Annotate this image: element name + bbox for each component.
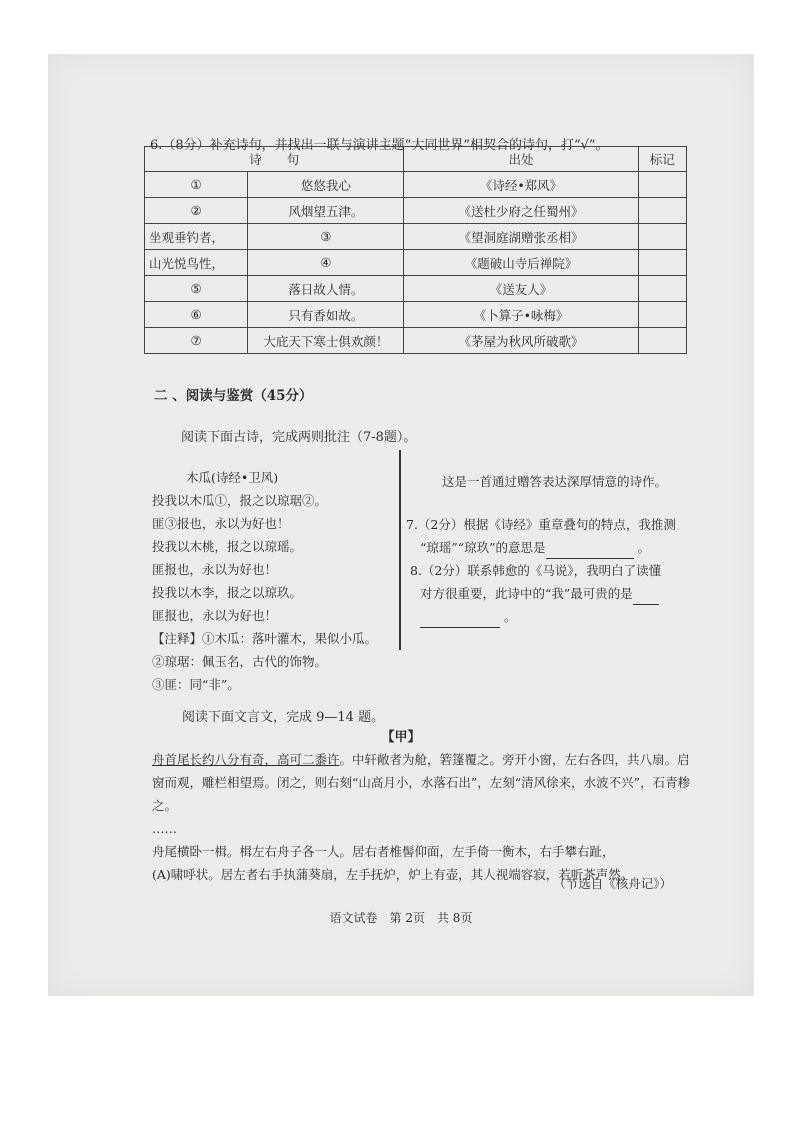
- classical-passage: [152, 748, 700, 886]
- table-row: [145, 302, 687, 328]
- table-cell: 《卜算子•咏梅》: [404, 302, 638, 328]
- header-source: 出处: [404, 147, 638, 172]
- table-row: [145, 276, 687, 302]
- passage-paragraph-1: [152, 748, 700, 817]
- exam-page: [48, 54, 754, 996]
- table-row: [145, 172, 687, 198]
- poem-title: 木瓜(诗经•卫风): [186, 470, 279, 485]
- underlined-sentence: 舟首尾长约八分有奇，高可二黍许: [152, 752, 340, 767]
- table-cell: 《题破山寺后禅院》: [404, 250, 638, 276]
- passage-paragraph-2-cont: (A)啸呼状。居左者右手执蒲葵扇，左手抚炉，炉上有壶，其人视端容寂，若听茶声然。: [152, 867, 634, 882]
- poem-line: 匪报也，永以为好也！: [152, 608, 278, 623]
- table-cell: 风烟望五津。: [248, 198, 404, 224]
- table-cell: ⑦: [145, 328, 248, 354]
- table-cell: ②: [145, 198, 248, 224]
- question-8-line2: [406, 582, 676, 605]
- poem-line: 匪报也，永以为好也！: [152, 562, 278, 577]
- table-cell: ①: [145, 172, 248, 198]
- table-cell: ③: [248, 224, 404, 250]
- table-cell: 《送友人》: [404, 276, 638, 302]
- table-cell: 《诗经•郑风》: [404, 172, 638, 198]
- mark-cell[interactable]: [638, 302, 686, 328]
- mark-cell[interactable]: [638, 276, 686, 302]
- annotation-block: [406, 470, 676, 628]
- poem-line: 投我以木瓜①，报之以琼琚②。: [152, 493, 328, 508]
- annotation-intro: 这是一首通过赠答表达深厚情意的诗作。: [442, 474, 668, 489]
- poem-note: ③匪：同“非”。: [152, 677, 240, 692]
- column-divider: [399, 450, 401, 650]
- poem-note: ②琼琚：佩玉名，古代的饰物。: [152, 654, 328, 669]
- classical-instructions: 阅读下面文言文，完成 9—14 题。: [182, 710, 385, 725]
- question-6: 6.（8分）补充诗句，并找出一联与演讲主题“大同世界”相契合的诗句，打“√”。: [150, 138, 609, 153]
- table-cell: 《望洞庭湖赠张丞相》: [404, 224, 638, 250]
- question-8-prompt: 对方很重要，此诗中的“我”最可贵的是: [420, 586, 633, 601]
- table-cell: 《送杜少府之任蜀州》: [404, 198, 638, 224]
- table-cell: ⑤: [145, 276, 248, 302]
- passage-paragraph-2: 舟尾横卧一楫。楫左右舟子各一人。居右者椎髻仰面，左手倚一衡木，右手攀右趾，: [152, 844, 615, 859]
- passage-text: 。中轩敞者为舱，箬篷覆之。旁开小窗，左右各四，共八扇。启窗而观，雕栏相望焉。闭之，则右刻“山高月小，水落石出”，左刻“清风徐来，水波不兴”，石青糁之。: [152, 752, 691, 813]
- section-2-title: 二 、阅读与鉴赏（45分）: [154, 388, 313, 404]
- table-cell: ④: [248, 250, 404, 276]
- poem-block: [152, 466, 377, 696]
- poem-line: 投我以木李，报之以琼玖。: [152, 585, 303, 600]
- mark-cell[interactable]: [638, 328, 686, 354]
- poem-table: [144, 146, 687, 354]
- question-7-line2: “琼瑶”“琼玖”的意思是 。: [406, 536, 676, 559]
- table-cell: ⑥: [145, 302, 248, 328]
- table-row: [145, 224, 687, 250]
- table-cell: 只有香如故。: [248, 302, 404, 328]
- mark-cell[interactable]: [638, 250, 686, 276]
- poem-line: 匪③报也，永以为好也！: [152, 516, 290, 531]
- table-cell: 《茅屋为秋风所破歌》: [404, 328, 638, 354]
- table-cell: 落日故人情。: [248, 276, 404, 302]
- table-row: [145, 198, 687, 224]
- table-cell: 悠悠我心: [248, 172, 404, 198]
- poem-instructions: 阅读下面古诗，完成两则批注（7-8题）。: [181, 430, 417, 445]
- passage-ellipsis: ……: [152, 821, 177, 836]
- passage-label: 【甲】: [381, 730, 421, 745]
- table-cell: 坐观垂钓者，: [145, 224, 248, 250]
- mark-cell[interactable]: [638, 224, 686, 250]
- header-mark: 标记: [638, 147, 686, 172]
- table-cell: 山光悦鸟性，: [145, 250, 248, 276]
- poem-line: 投我以木桃，报之以琼瑶。: [152, 539, 303, 554]
- answer-blank-8b[interactable]: [420, 627, 500, 628]
- passage-source: （节选自《核舟记》）: [553, 876, 672, 891]
- table-row: [145, 328, 687, 354]
- page-footer: 语文试卷 第 2页 共 8页: [329, 911, 473, 925]
- poem-note: 【注释】①木瓜：落叶灌木，果似小瓜。: [152, 631, 378, 646]
- mark-cell[interactable]: [638, 172, 686, 198]
- header-poem-lines: 诗 句: [145, 147, 404, 172]
- question-7: 7.（2分）根据《诗经》重章叠句的特点，我推测: [406, 517, 676, 532]
- table-cell: 大庇天下寒士俱欢颜！: [248, 328, 404, 354]
- mark-cell[interactable]: [638, 198, 686, 224]
- question-7-prompt: “琼瑶”“琼玖”的意思是: [420, 540, 546, 555]
- question-8-line3: 。: [406, 605, 676, 628]
- answer-blank-8a[interactable]: [633, 604, 659, 605]
- question-8: 8.（2分）联系韩愈的《马说》，我明白了读懂: [410, 563, 662, 578]
- table-row: [145, 250, 687, 276]
- table-header-row: [145, 147, 687, 172]
